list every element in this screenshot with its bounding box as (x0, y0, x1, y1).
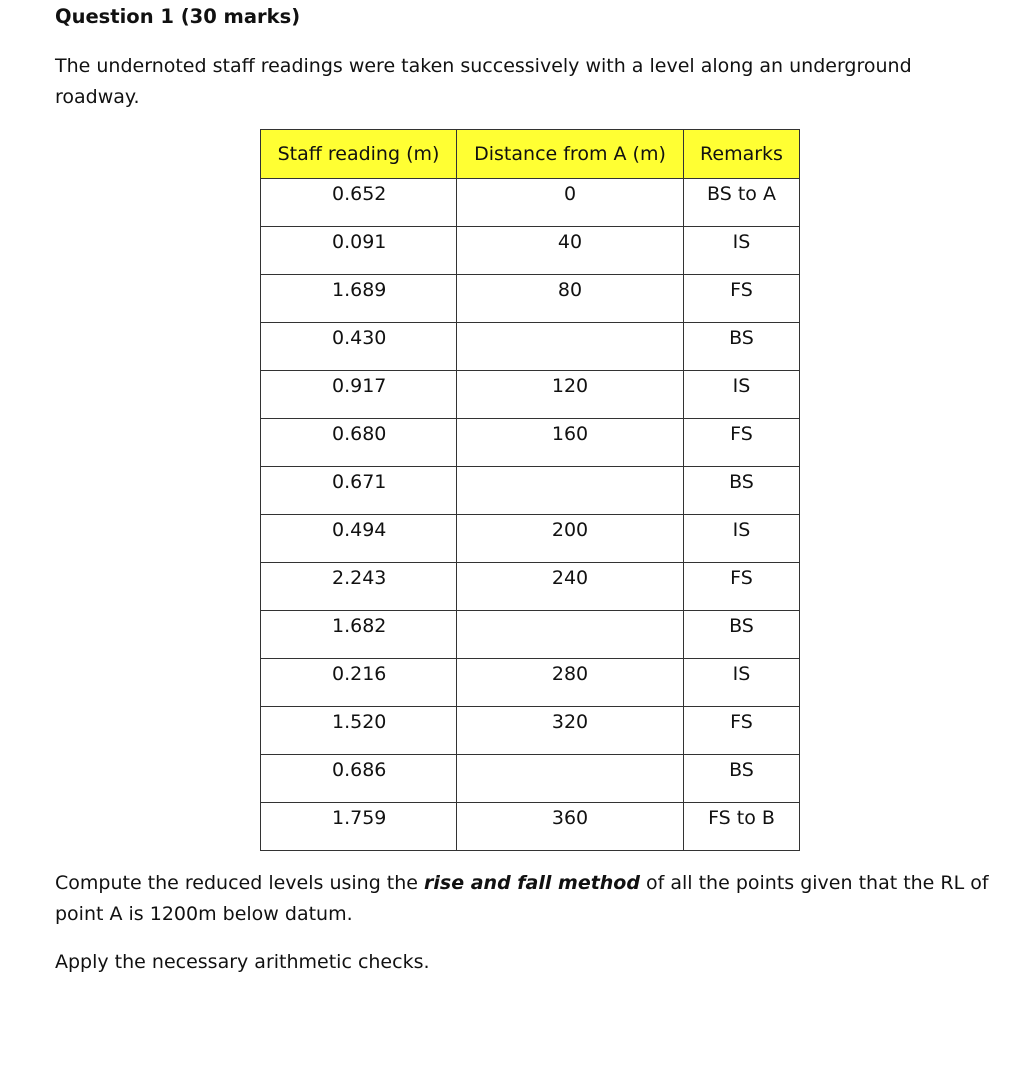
table-row (261, 515, 800, 563)
distance-cell: 320 (457, 707, 684, 755)
table-row (261, 419, 800, 467)
distance-cell (457, 755, 684, 803)
staff-reading-cell: 0.430 (261, 323, 457, 371)
remark-cell: FS (684, 419, 800, 467)
distance-cell (457, 467, 684, 515)
table-row (261, 323, 800, 371)
compute-emphasis: rise and fall method (424, 872, 640, 894)
compute-line-1 (55, 868, 1010, 899)
table-row (261, 227, 800, 275)
staff-reading-cell: 2.243 (261, 563, 457, 611)
distance-cell: 360 (457, 803, 684, 851)
distance-cell: 0 (457, 179, 684, 227)
table-header-row (261, 130, 800, 179)
header-distance-from-a: Distance from A (m) (457, 130, 684, 179)
distance-cell: 120 (457, 371, 684, 419)
distance-cell (457, 611, 684, 659)
staff-reading-cell: 1.759 (261, 803, 457, 851)
remark-cell: BS to A (684, 179, 800, 227)
distance-cell: 40 (457, 227, 684, 275)
distance-cell: 240 (457, 563, 684, 611)
remark-cell: BS (684, 467, 800, 515)
question-intro (55, 51, 995, 113)
table-row (261, 707, 800, 755)
distance-cell: 160 (457, 419, 684, 467)
staff-reading-cell: 0.216 (261, 659, 457, 707)
remark-cell: BS (684, 755, 800, 803)
compute-text-before: Compute the reduced levels using the (55, 872, 425, 894)
checks-instruction: Apply the necessary arithmetic checks. (55, 951, 430, 973)
staff-reading-cell: 0.686 (261, 755, 457, 803)
compute-line-2: point A is 1200m below datum. (55, 903, 353, 925)
remark-cell: IS (684, 371, 800, 419)
staff-reading-cell: 0.671 (261, 467, 457, 515)
remark-cell: FS (684, 275, 800, 323)
remark-cell: BS (684, 611, 800, 659)
staff-reading-cell: 1.520 (261, 707, 457, 755)
remark-cell: FS (684, 707, 800, 755)
staff-reading-cell: 0.680 (261, 419, 457, 467)
remark-cell: IS (684, 227, 800, 275)
header-staff-reading: Staff reading (m) (261, 130, 457, 179)
staff-reading-cell: 0.091 (261, 227, 457, 275)
remark-cell: BS (684, 323, 800, 371)
table-row (261, 611, 800, 659)
table-row (261, 659, 800, 707)
remark-cell: FS (684, 563, 800, 611)
compute-text-after: of all the points given that the RL of (639, 872, 989, 894)
table-row (261, 467, 800, 515)
table-row (261, 371, 800, 419)
remark-cell: IS (684, 659, 800, 707)
table-row (261, 179, 800, 227)
table-row (261, 755, 800, 803)
staff-reading-cell: 0.652 (261, 179, 457, 227)
table-row (261, 803, 800, 851)
staff-reading-cell: 0.494 (261, 515, 457, 563)
table-row (261, 275, 800, 323)
staff-reading-cell: 1.689 (261, 275, 457, 323)
staff-reading-cell: 0.917 (261, 371, 457, 419)
header-remarks: Remarks (684, 130, 800, 179)
table-row (261, 563, 800, 611)
intro-line-1: The undernoted staff readings were taken successively with a level along an underground (55, 55, 912, 77)
distance-cell: 280 (457, 659, 684, 707)
staff-readings-table (260, 129, 800, 851)
table-body (261, 179, 800, 851)
question-heading: Question 1 (30 marks) (55, 5, 301, 28)
staff-reading-cell: 1.682 (261, 611, 457, 659)
distance-cell: 200 (457, 515, 684, 563)
remark-cell: IS (684, 515, 800, 563)
distance-cell: 80 (457, 275, 684, 323)
intro-line-2: roadway. (55, 86, 140, 108)
distance-cell (457, 323, 684, 371)
compute-instruction (55, 868, 1010, 930)
remark-cell: FS to B (684, 803, 800, 851)
